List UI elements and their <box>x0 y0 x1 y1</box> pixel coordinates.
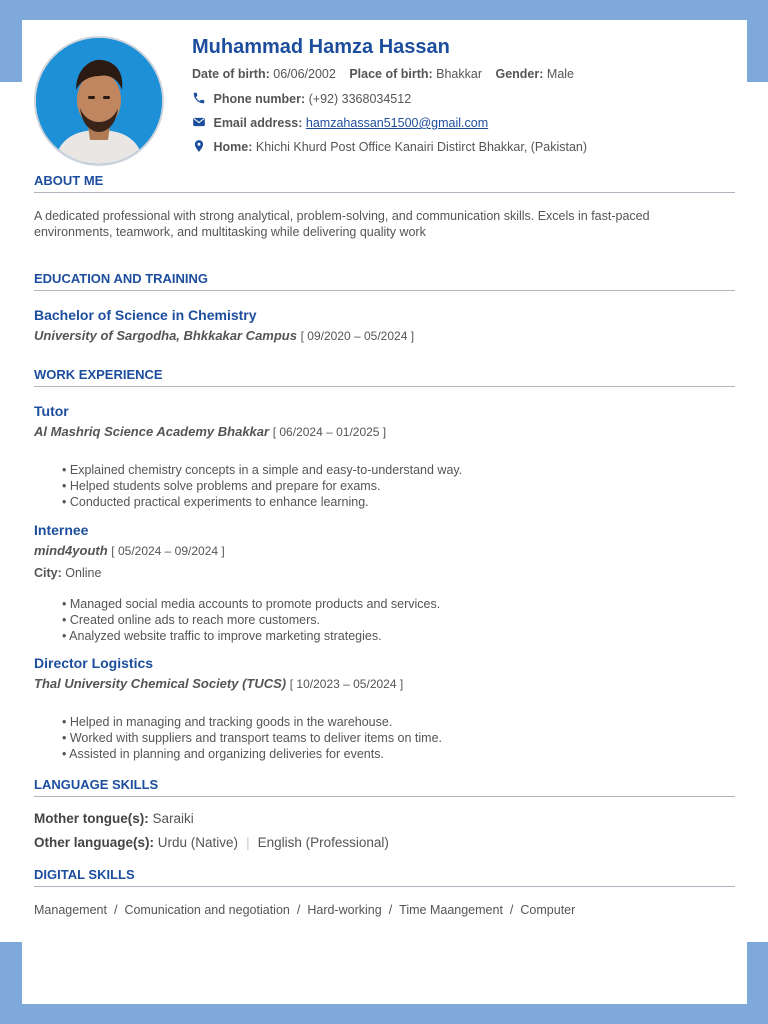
job-organization <box>34 424 386 439</box>
list-item: • Explained chemistry concepts in a simple and easy-to-understand way. <box>62 462 462 478</box>
personal-details-row <box>192 67 574 81</box>
job-organization <box>34 543 225 558</box>
skill-item: Management <box>34 903 107 917</box>
phone-label: Phone number: <box>213 92 306 106</box>
home-row <box>192 139 587 154</box>
other-languages-label: Other language(s): <box>34 835 155 850</box>
list-item: • Analyzed website traffic to improve marketing strategies. <box>62 628 440 644</box>
digital-skills-list <box>34 903 575 917</box>
email-label: Email address: <box>213 116 303 130</box>
job-role: Internee <box>34 522 89 538</box>
phone-value: (+92) 3368034512 <box>308 92 412 106</box>
job-dates: [ 06/2024 – 01/2025 ] <box>272 425 387 439</box>
list-item: • Helped students solve problems and prepare for exams. <box>62 478 462 494</box>
section-title-education: EDUCATION AND TRAINING <box>34 271 735 291</box>
organization-name: Al Mashriq Science Academy Bhakkar <box>34 424 270 439</box>
gender-value: Male <box>546 67 574 81</box>
city-value: Online <box>65 566 102 580</box>
education-institution <box>34 328 414 343</box>
job-dates: [ 05/2024 – 09/2024 ] <box>111 544 225 558</box>
skill-item: Hard-working <box>307 903 382 917</box>
section-title-about: ABOUT ME <box>34 173 735 193</box>
about-text: A dedicated professional with strong analytical, problem-solving, and communication skills. Excels in fast-paced environments, teamwork, and multitasking while delivering quality work <box>34 209 650 239</box>
job-organization <box>34 676 403 691</box>
divider: / <box>388 903 393 917</box>
list-item: • Created online ads to reach more customers. <box>62 612 440 628</box>
phone-row <box>192 91 411 106</box>
education-dates: [ 09/2020 – 05/2024 ] <box>300 329 415 343</box>
home-value: Khichi Khurd Post Office Kanairi Distirct Bhakkar, (Pakistan) <box>255 140 588 154</box>
location-pin-icon <box>192 139 206 153</box>
degree-title: Bachelor of Science in Chemistry <box>34 307 257 323</box>
language-item: English (Professional) <box>257 835 389 850</box>
email-row <box>192 115 488 130</box>
mother-tongue-value: Saraiki <box>152 811 194 826</box>
gender-label: Gender: <box>495 67 544 81</box>
section-title-work: WORK EXPERIENCE <box>34 367 735 387</box>
divider: / <box>113 903 118 917</box>
profile-photo <box>34 36 164 166</box>
divider: | <box>246 835 250 850</box>
pob-value: Bhakkar <box>436 67 482 81</box>
envelope-icon <box>192 115 206 129</box>
pob-label: Place of birth: <box>349 67 433 81</box>
phone-icon <box>192 91 206 105</box>
divider: / <box>509 903 514 917</box>
list-item: • Helped in managing and tracking goods in the warehouse. <box>62 714 442 730</box>
dob-label: Date of birth: <box>192 67 270 81</box>
job-dates: [ 10/2023 – 05/2024 ] <box>289 677 404 691</box>
skill-item: Computer <box>520 903 576 917</box>
organization-name: Thal University Chemical Society (TUCS) <box>34 676 287 691</box>
section-title-languages: LANGUAGE SKILLS <box>34 777 735 797</box>
mother-tongue-label: Mother tongue(s): <box>34 811 149 826</box>
other-languages-row <box>34 835 389 850</box>
list-item: • Worked with suppliers and transport teams to deliver items on time. <box>62 730 442 746</box>
skill-item: Comunication and negotiation <box>124 903 290 917</box>
job-bullets <box>62 462 462 510</box>
language-item: Urdu (Native) <box>157 835 239 850</box>
email-link[interactable]: hamzahassan51500@gmail.com <box>305 116 489 130</box>
job-city <box>34 566 101 580</box>
organization-name: mind4youth <box>34 543 108 558</box>
job-role: Tutor <box>34 403 69 419</box>
job-bullets <box>62 714 442 762</box>
list-item: • Assisted in planning and organizing deliveries for events. <box>62 746 442 762</box>
list-item: • Managed social media accounts to promote products and services. <box>62 596 440 612</box>
job-role: Director Logistics <box>34 655 154 671</box>
city-label: City: <box>34 566 62 580</box>
job-bullets <box>62 596 440 644</box>
mother-tongue-row <box>34 811 194 826</box>
candidate-name: Muhammad Hamza Hassan <box>192 36 450 58</box>
section-title-digital: DIGITAL SKILLS <box>34 867 735 887</box>
list-item: • Conducted practical experiments to enhance learning. <box>62 494 462 510</box>
skill-item: Time Maangement <box>399 903 503 917</box>
dob-value: 06/06/2002 <box>273 67 336 81</box>
home-label: Home: <box>213 140 253 154</box>
resume-sheet <box>22 20 747 1004</box>
divider: / <box>296 903 301 917</box>
school-name: University of Sargodha, Bhkkakar Campus <box>34 328 297 343</box>
